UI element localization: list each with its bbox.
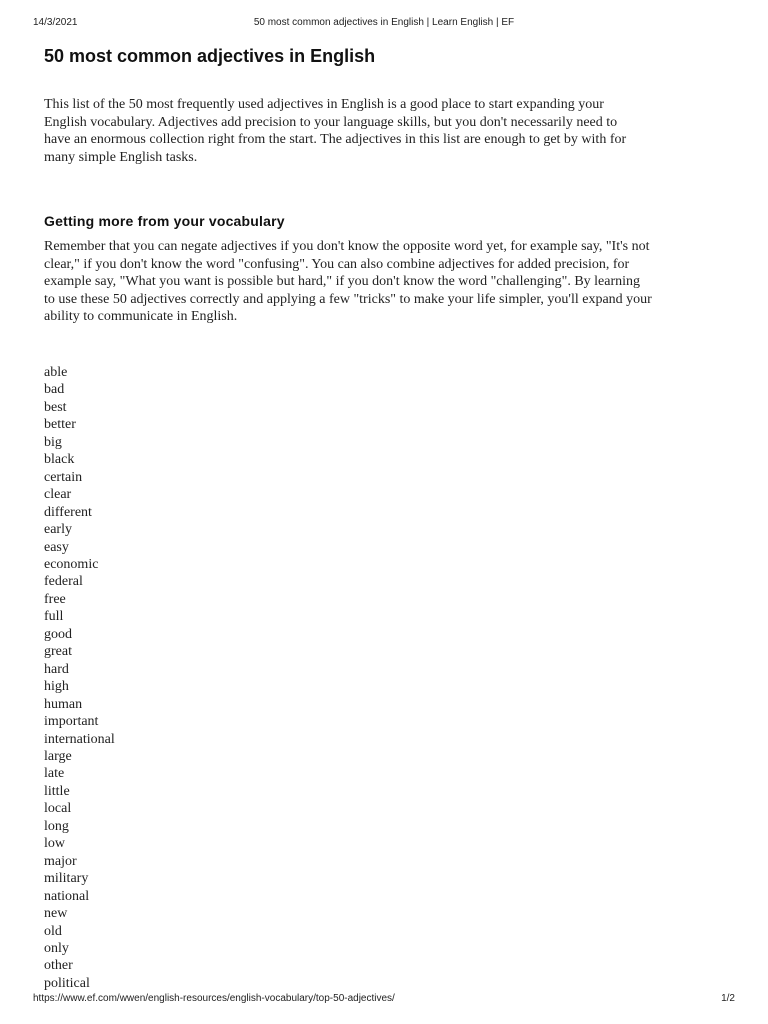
print-footer <box>0 993 768 1007</box>
adjective-list-item: clear <box>44 487 72 503</box>
adjective-list-item: black <box>44 452 75 468</box>
section-heading: Getting more from your vocabulary <box>44 213 285 229</box>
adjective-list-item: best <box>44 399 67 415</box>
adjective-list-item: different <box>44 504 92 520</box>
adjective-list-item: easy <box>44 539 69 555</box>
adjective-list-item: good <box>44 626 72 642</box>
adjective-list-item: big <box>44 434 62 450</box>
adjective-list-item: important <box>44 714 99 730</box>
print-page-title: 50 most common adjectives in English | Learn English | EF <box>253 17 515 28</box>
adjective-list-item: federal <box>44 574 83 590</box>
adjective-list-item: full <box>44 609 64 625</box>
adjective-list-item: certain <box>44 469 83 485</box>
adjective-list-item: large <box>44 748 72 764</box>
print-url: https://www.ef.com/wwen/english-resources/english-vocabulary/top-50-adjectives/ <box>33 993 395 1004</box>
adjective-list-item: better <box>44 417 76 433</box>
print-date: 14/3/2021 <box>33 17 78 28</box>
adjective-list-item: little <box>44 783 70 799</box>
adjective-list-item: other <box>44 958 73 974</box>
intro-paragraph: This list of the 50 most frequently used adjectives in English is a good place to start expanding your English vocabulary. Adjectives add precision to your language skills, but you don't necessarily need to have an enormous collection right from the start. The adjectives in this list are enough to get by with for many simple English tasks. <box>44 97 627 165</box>
adjective-list-item: only <box>44 940 69 956</box>
adjective-list-item: human <box>44 696 83 712</box>
adjective-list-item: great <box>44 644 72 660</box>
adjective-list-item: late <box>44 766 65 782</box>
adjective-list-item: early <box>44 522 72 538</box>
adjective-list-item: international <box>44 731 115 747</box>
adjective-list-item: low <box>44 836 65 852</box>
section-paragraph: Remember that you can negate adjectives if you don't know the opposite word yet, for example say, "It's not clear," if you don't know the word "confusing". You can also combine adjectives for added precision, for example say, "What you want is possible but hard," if you don't know the word "challenging". By learning to use these 50 adjectives correctly and applying a few "tricks" to make your life simpler, you'll expand your ability to communicate in English. <box>44 239 652 325</box>
adjective-list-item: economic <box>44 556 99 572</box>
adjective-list-item: old <box>44 923 62 939</box>
adjective-list-item: free <box>44 591 66 607</box>
adjective-list-item: political <box>44 975 90 990</box>
adjective-list-item: military <box>44 871 89 887</box>
page-number: 1/2 <box>721 993 735 1004</box>
page-title: 50 most common adjectives in English <box>44 46 376 66</box>
adjective-list-item: able <box>44 365 68 380</box>
adjective-list-item: hard <box>44 661 69 677</box>
adjective-list <box>44 364 115 990</box>
adjective-list-item: major <box>44 853 77 869</box>
adjective-list-item: local <box>44 801 72 817</box>
adjective-list-item: national <box>44 888 90 904</box>
adjective-list-item: new <box>44 906 68 922</box>
adjective-list-item: long <box>44 818 69 834</box>
adjective-list-item: bad <box>44 382 65 398</box>
print-header <box>0 17 768 31</box>
adjective-list-item: high <box>44 679 69 695</box>
